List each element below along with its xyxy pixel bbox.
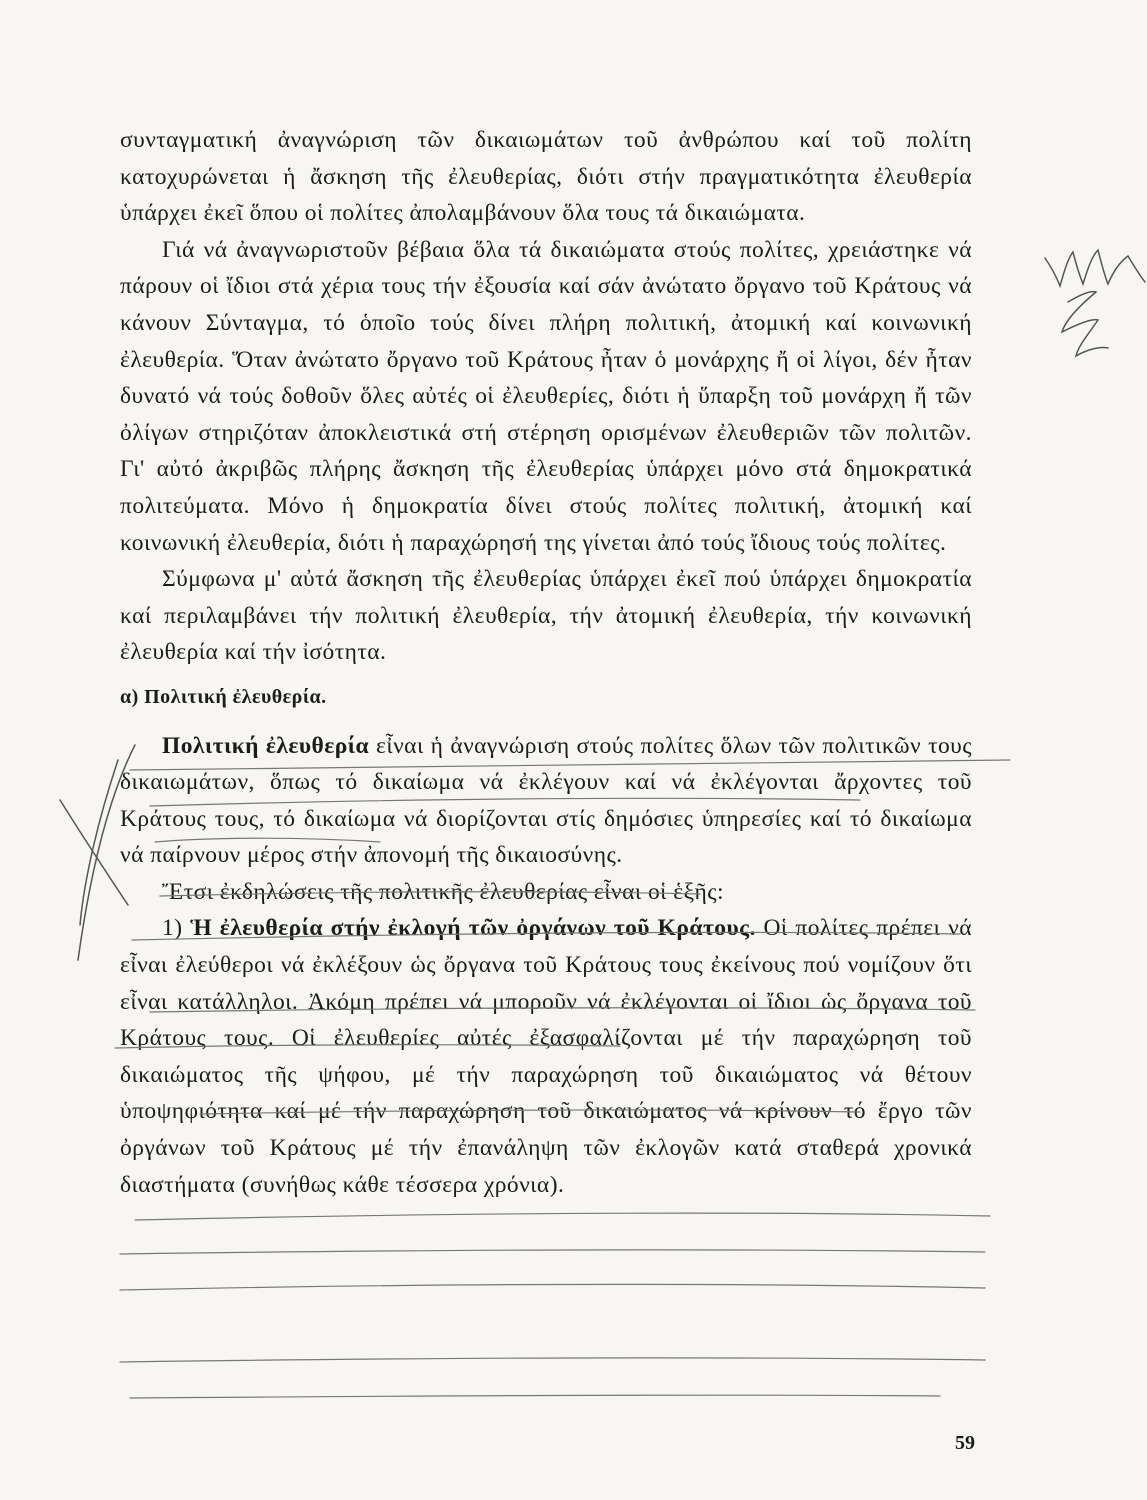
paragraph-freedom-scope: Σύμφωνα μ' αὐτά ἄσκηση τῆς ἐλευθερίας ὑπάρχει ἐκεῖ πού ὑπάρχει δημοκρατία καί περιλαμβάνει τήν πολιτική ἐλευθερία, τήν ἀτομική ἐλευθερία, τήν κοινωνική ἐλευθερία καί τήν ἰσότητα. — [120, 566, 972, 666]
section-heading-political-freedom: α) Πολιτική ἐλευθερία. — [120, 685, 327, 708]
underline-mark — [135, 1213, 990, 1220]
underline-mark — [120, 1250, 985, 1254]
body-text — [120, 122, 972, 1203]
list-item-title: Ἡ ἐλευθερία στήν ἐκλογή τῶν ὀργάνων τοῦ Κράτους. — [190, 915, 756, 942]
list-item-election-freedom — [120, 910, 972, 1203]
underline-mark — [120, 1358, 985, 1362]
page-number: 59 — [955, 1432, 975, 1454]
margin-scribble-2-icon — [1062, 292, 1108, 356]
list-number: 1) — [162, 915, 191, 942]
list-item-text: Οἱ πολίτες πρέπει νά εἶναι ἐλεύθεροι νά ἐκλέξουν ὡς ὄργανα τοῦ Κράτους τους ἐκείνους πού νομίζουν ὅτι εἶναι κατάλληλοι. Ἀκόμη πρέπει νά μποροῦν νά ἐκλέγονται οἱ ἴδιοι ὡς ὄργανα τοῦ Κράτους τους. Οἱ ἐλευθερίες αὐτές ἐξασφαλίζονται μέ τήν παραχώρηση τοῦ δικαιώματος τῆς ψήφου, μέ τήν παραχώρηση τοῦ δικαιώματος νά θέτουν ὑποψηφιότητα καί μέ τήν παραχώρηση τοῦ δικαιώματος νά κρίνουν τό ἔργο τῶν ὀργάνων τοῦ Κράτους μέ τήν ἐπανάληψη τῶν ἐκλογῶν κατά σταθερά χρονικά διαστήματα (συνήθως κάθε τέσσερα χρόνια). — [120, 915, 972, 1198]
paragraph-political-freedom-definition — [120, 728, 972, 874]
underline-mark — [120, 1284, 985, 1290]
paragraph-rights: Γιά νά ἀναγνωριστοῦν βέβαια ὅλα τά δικαιώματα στούς πολίτες, χρειάστηκε νά πάρουν οἱ ἴδιοι στά χέρια τους τήν ἐξουσία καί σάν ἀνώτατο ὄργανο τοῦ Κράτους νά κάνουν Σύνταγμα, τό ὁποῖο τούς δίνει πλήρη πολιτική, ἀτομική καί κοινωνική ἐλευθερία. Ὅταν ἀνώτατο ὄργανο τοῦ Κράτους ἦταν ὁ μονάρχης ἤ οἱ λίγοι, δέν ἦταν δυνατό νά τούς δοθοῦν ὅλες αὐτές οἱ ἐλευθερίες, διότι ἡ ὕπαρξη τοῦ μονάρχη ἤ τῶν ὀλίγων στηριζόταν ἀποκλειστικά στή στέρηση ορισμένων ἐλευθεριῶν τῶν πολιτῶν. Γι' αὐτό ἀκριβῶς πλήρης ἄσκηση τῆς ἐλευθερίας ὑπάρχει μόνο στά δημοκρατικά πολιτεύματα. Μόνο ἡ δημοκρατία δίνει στούς πολίτες πολιτική, ἀτομική καί κοινωνική ἐλευθερία, διότι ἡ παραχώρησή της γίνεται ἀπό τούς ἴδιους τούς πολίτες. — [120, 236, 972, 556]
paragraph-intro: συνταγματική ἀναγνώριση τῶν δικαιωμάτων τοῦ ἀνθρώπου καί τοῦ πολίτη κατοχυρώνεται ἡ ἄσκηση τῆς ἐλευθερίας, διότι στήν πραγματικότητα ἐλευθερία ὑπάρχει ἐκεῖ ὅπου οἱ πολίτες ἀπολαμβάνουν ὅλα τους τά δικαιώματα. — [120, 127, 972, 227]
margin-scribble-icon — [1045, 250, 1145, 286]
term-political-freedom: Πολιτική ἐλευθερία — [162, 732, 370, 759]
definition-text: εἶναι ἡ ἀναγνώριση στούς πολίτες ὅλων τῶν πολιτικῶν τους δικαιωμάτων, ὅπως τό δικαίωμα νά ἐκλέγουν καί νά ἐκλέγονται ἄρχοντες τοῦ Κράτους τους, τό δικαίωμα νά διορίζονται στίς δημόσιες ὑπηρεσίες καί τό δικαίωμα νά παίρνουν μέρος στήν ἀπονομή τῆς δικαιοσύνης. — [120, 732, 972, 869]
underline-mark — [130, 1395, 940, 1398]
paragraph-manifestations: Ἔτσι ἐκδηλώσεις τῆς πολιτικῆς ἐλευθερίας εἶναι οἱ ἑξῆς: — [162, 878, 724, 905]
